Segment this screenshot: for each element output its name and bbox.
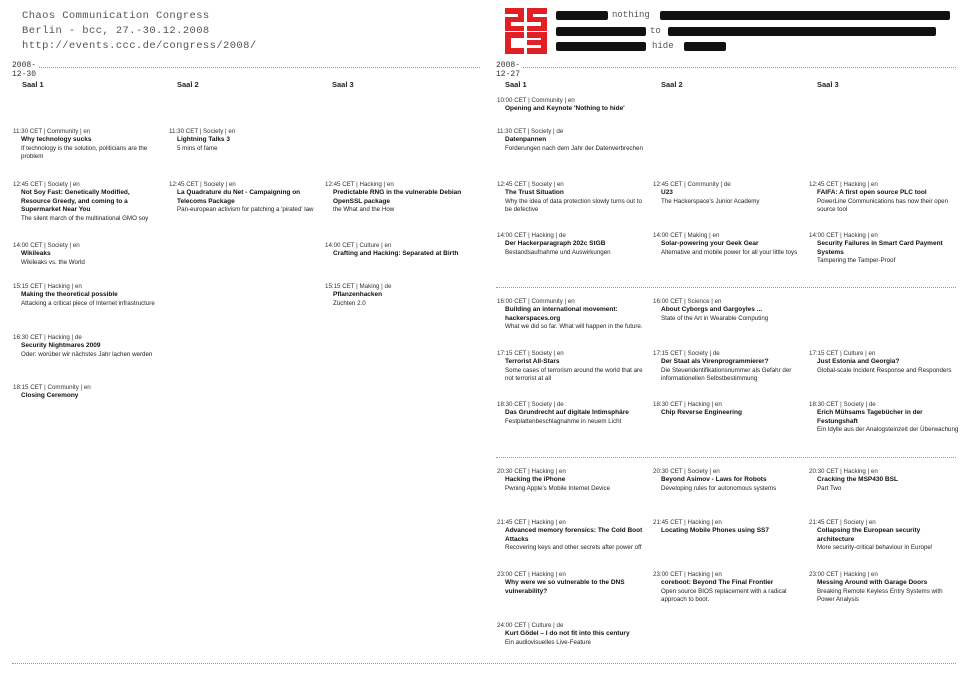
- talk-meta: 24:00 CET | Culture | de: [497, 622, 564, 629]
- talk-subtitle: Attacking a critical piece of Internet infrastructure: [21, 299, 155, 307]
- talk-entry[interactable]: [809, 232, 957, 265]
- talk-title: Datenpannen: [505, 136, 547, 143]
- talk-subtitle: Open source BIOS replacement with a radical approach to boot.: [661, 587, 787, 603]
- talk-meta: 21:45 CET | Hacking | en: [653, 519, 722, 526]
- talk-meta: 18:30 CET | Society | de: [497, 401, 564, 408]
- talk-entry[interactable]: [13, 181, 161, 223]
- talk-title: Das Grundrecht auf digitale Intimsphäre: [505, 409, 629, 416]
- talk-title: Cracking the MSP430 BSL: [817, 476, 898, 483]
- talk-meta: 21:45 CET | Hacking | en: [497, 519, 566, 526]
- talk-meta: 21:45 CET | Society | en: [809, 519, 876, 526]
- talk-meta: 23:00 CET | Hacking | en: [497, 571, 566, 578]
- redaction-bar: [684, 42, 726, 51]
- 25c3-logo-icon: [505, 8, 547, 54]
- talk-meta: 16:30 CET | Hacking | de: [13, 334, 82, 341]
- talk-meta: 15:15 CET | Hacking | en: [13, 283, 82, 290]
- talk-entry[interactable]: [653, 571, 801, 604]
- talk-entry[interactable]: [653, 350, 801, 383]
- talk-title: Der Hackerparagraph 202c StGB: [505, 240, 606, 247]
- talk-title: Hacking the iPhone: [505, 476, 566, 483]
- talk-entry[interactable]: [497, 519, 645, 552]
- talk-subtitle: Pwning Apple's Mobile Internet Device: [505, 484, 611, 492]
- day1-room-1: Saal 1: [22, 80, 44, 89]
- talk-entry[interactable]: [497, 298, 645, 331]
- talk-title: The Trust Situation: [505, 189, 564, 196]
- talk-meta: 15:15 CET | Making | de: [325, 283, 392, 290]
- talk-subtitle: If technology is the solution, politicians are the problem: [21, 144, 148, 160]
- talk-title: La Quadrature du Net - Campaigning on Telecoms Package: [177, 189, 301, 205]
- talk-title: FAIFA: A first open source PLC tool: [817, 189, 927, 196]
- talk-entry[interactable]: [497, 571, 645, 596]
- talk-title: coreboot: Beyond The Final Frontier: [661, 579, 774, 586]
- talk-subtitle: The Hackerspace's Junior Academy: [661, 197, 760, 205]
- talk-meta: 17:15 CET | Culture | en: [809, 350, 876, 357]
- talk-title: Crafting and Hacking: Separated at Birth: [333, 250, 459, 257]
- talk-meta: 10:00 CET | Community | en: [497, 97, 575, 104]
- talk-title: Solar-powering your Geek Gear: [661, 240, 759, 247]
- talk-meta: 16:00 CET | Science | en: [653, 298, 722, 305]
- talk-entry[interactable]: [13, 242, 161, 267]
- talk-meta: 11:30 CET | Society | de: [497, 128, 564, 135]
- talk-entry[interactable]: [497, 468, 645, 493]
- talk-entry[interactable]: [653, 298, 801, 323]
- talk-subtitle: What we did so far. What will happen in the future.: [505, 323, 643, 330]
- talk-entry[interactable]: [325, 181, 473, 214]
- talk-meta: 14:00 CET | Making | en: [653, 232, 720, 239]
- talk-subtitle: Festplattenbeschlagnahme in neuem Licht: [505, 417, 622, 425]
- talk-subtitle: PowerLine Communications has now their open source tool: [817, 197, 949, 213]
- talk-subtitle: Developing rules for autonomous systems: [661, 484, 777, 492]
- day2-room-2: Saal 2: [661, 80, 683, 89]
- talk-subtitle: Why the idea of data protection slowly turns out to be defective: [505, 197, 642, 213]
- talk-entry[interactable]: [497, 401, 645, 426]
- page-footer-divider: [12, 663, 956, 664]
- day2-room-3: Saal 3: [817, 80, 839, 89]
- talk-subtitle: The silent march of the multinational GMO soy: [21, 214, 149, 222]
- talk-title: Der Staat als Virenprogrammierer?: [661, 358, 769, 365]
- talk-title: Security Failures in Smart Card Payment Systems: [817, 240, 943, 256]
- redaction-bar: [556, 42, 646, 51]
- congress-title: Chaos Communication Congress: [22, 10, 210, 22]
- talk-title: Opening and Keynote 'Nothing to hide': [505, 105, 625, 112]
- talk-title: Locating Mobile Phones using SS7: [661, 527, 769, 534]
- talk-meta: 12:45 CET | Community | de: [653, 181, 731, 188]
- talk-entry[interactable]: [13, 128, 161, 161]
- talk-entry[interactable]: [809, 571, 957, 604]
- talk-title: Advanced memory forensics: The Cold Boot Attacks: [505, 527, 643, 543]
- redaction-bar: [660, 11, 950, 20]
- talk-subtitle: Wikileaks vs. the World: [21, 258, 85, 266]
- talk-entry[interactable]: [653, 181, 801, 206]
- talk-entry[interactable]: [13, 384, 161, 401]
- talk-subtitle: 5 mins of fame: [177, 144, 218, 152]
- talk-title: Erich Mühsams Tagebücher in der Festungshaft: [817, 409, 923, 425]
- redaction-bar: [556, 11, 608, 20]
- talk-meta: 14:00 CET | Society | en: [13, 242, 80, 249]
- talk-meta: 17:15 CET | Society | de: [653, 350, 720, 357]
- talk-meta: 12:45 CET | Society | en: [13, 181, 80, 188]
- talk-title: Beyond Asimov - Laws for Robots: [661, 476, 767, 483]
- talk-subtitle: Alternative and mobile power for all your little toys: [661, 248, 798, 256]
- talk-meta: 17:15 CET | Society | en: [497, 350, 564, 357]
- talk-entry[interactable]: [809, 181, 957, 214]
- talk-entry[interactable]: [497, 97, 697, 114]
- talk-entry[interactable]: [653, 519, 801, 536]
- talk-subtitle: Die Steueridentifikationsnummer als Gefahr der informationellen Selbstbestimmung: [661, 366, 792, 382]
- talk-meta: 14:00 CET | Culture | en: [325, 242, 392, 249]
- day1-divider: [12, 67, 480, 68]
- talk-title: Just Estonia and Georgia?: [817, 358, 900, 365]
- talk-title: Pflanzenhacken: [333, 291, 383, 298]
- talk-meta: 20:30 CET | Hacking | en: [497, 468, 566, 475]
- redaction-bar: [668, 27, 936, 36]
- talk-subtitle: Recovering keys and other secrets after power off: [505, 544, 642, 551]
- talk-title: Why were we so vulnerable to the DNS vulnerability?: [505, 579, 625, 595]
- talk-subtitle: Tampering the Tamper-Proof: [817, 257, 896, 264]
- talk-title: Collapsing the European security architecture: [817, 527, 921, 543]
- talk-subtitle: Forderungen nach dem Jahr der Datenverbrechen: [505, 144, 643, 152]
- talk-subtitle: Ein Idylle aus der Analogsteinzeit der Überwachung: [817, 426, 959, 433]
- talk-entry[interactable]: [497, 350, 645, 383]
- talk-meta: 23:00 CET | Hacking | en: [809, 571, 878, 578]
- talk-entry[interactable]: [653, 401, 801, 418]
- talk-entry[interactable]: [809, 401, 961, 434]
- talk-meta: 18:30 CET | Hacking | en: [653, 401, 722, 408]
- talk-entry[interactable]: [497, 622, 645, 647]
- talk-meta: 18:30 CET | Society | de: [809, 401, 876, 408]
- talk-title: Closing Ceremony: [21, 392, 79, 399]
- talk-meta: 12:45 CET | Society | en: [497, 181, 564, 188]
- talk-meta: 23:00 CET | Hacking | en: [653, 571, 722, 578]
- talk-title: Chip Reverse Engineering: [661, 409, 742, 416]
- talk-meta: 16:00 CET | Community | en: [497, 298, 575, 305]
- talk-title: Why technology sucks: [21, 136, 92, 143]
- talk-entry[interactable]: [497, 232, 645, 257]
- talk-subtitle: Pan-european activism for patching a 'pirated' law: [177, 206, 314, 213]
- talk-entry[interactable]: [809, 350, 957, 375]
- congress-location: Berlin - bcc, 27.-30.12.2008: [22, 25, 210, 37]
- talk-entry[interactable]: [13, 334, 161, 359]
- talk-title: Wikileaks: [21, 250, 51, 257]
- talk-subtitle: Some cases of terrorism around the world that are not terrorist at all: [505, 366, 643, 382]
- talk-subtitle: Global-scale Incident Response and Responders: [817, 366, 952, 374]
- day1-date: 2008-12-30: [12, 61, 37, 79]
- talk-entry[interactable]: [497, 181, 645, 214]
- day2-date: 2008-12-27: [496, 61, 521, 79]
- banner-word-to: to: [650, 26, 661, 36]
- talk-title: Lightning Talks 3: [177, 136, 230, 143]
- talk-meta: 14:00 CET | Hacking | en: [809, 232, 878, 239]
- talk-title: Predictable RNG in the vulnerable Debian OpenSSL package: [333, 189, 462, 205]
- talk-meta: 20:30 CET | Society | en: [653, 468, 720, 475]
- talk-title: Messing Around with Garage Doors: [817, 579, 928, 586]
- talk-meta: 12:45 CET | Society | en: [169, 181, 236, 188]
- talk-entry[interactable]: [169, 128, 317, 153]
- banner-word-hide: hide: [652, 41, 674, 51]
- day1-room-2: Saal 2: [177, 80, 199, 89]
- day2-section-divider: [496, 287, 956, 288]
- talk-title: Building an international movement: hackerspaces.org: [505, 306, 618, 322]
- talk-entry[interactable]: [653, 232, 801, 257]
- talk-entry[interactable]: [653, 468, 801, 493]
- talk-entry[interactable]: [809, 519, 957, 552]
- talk-entry[interactable]: [169, 181, 317, 214]
- talk-meta: 14:00 CET | Hacking | de: [497, 232, 566, 239]
- talk-meta: 11:30 CET | Society | en: [169, 128, 236, 135]
- talk-subtitle: Breaking Remote Keyless Entry Systems with Power Analysis: [817, 587, 943, 603]
- day2-divider: [496, 67, 956, 68]
- talk-meta: 20:30 CET | Hacking | en: [809, 468, 878, 475]
- banner-word-nothing: nothing: [612, 10, 650, 20]
- talk-meta: 18:15 CET | Community | en: [13, 384, 91, 391]
- redaction-bar: [556, 27, 646, 36]
- talk-subtitle: Oder: worüber wir nächstes Jahr lachen werden: [21, 350, 153, 358]
- talk-entry[interactable]: [325, 283, 473, 308]
- talk-subtitle: the What and the How: [333, 206, 395, 213]
- talk-subtitle: Ein audiovisuelles Live-Feature: [505, 638, 591, 646]
- talk-title: Making the theoretical possible: [21, 291, 118, 298]
- talk-entry[interactable]: [497, 128, 697, 153]
- talk-entry[interactable]: [809, 468, 957, 493]
- talk-title: About Cyborgs and Gargoyles ...: [661, 306, 763, 313]
- talk-meta: 12:45 CET | Hacking | en: [809, 181, 878, 188]
- talk-title: Kurt Gödel – I do not fit into this century: [505, 630, 630, 637]
- day2-section-divider: [496, 457, 956, 458]
- talk-title: Terrorist All-Stars: [505, 358, 560, 365]
- talk-subtitle: Bestandsaufnahme und Auswirkungen: [505, 248, 611, 256]
- talk-entry[interactable]: [13, 283, 161, 308]
- talk-meta: 12:45 CET | Hacking | en: [325, 181, 394, 188]
- talk-meta: 11:30 CET | Community | en: [13, 128, 91, 135]
- talk-subtitle: State of the Art in Wearable Computing: [661, 314, 769, 322]
- talk-title: Security Nightmares 2009: [21, 342, 101, 349]
- day1-room-3: Saal 3: [332, 80, 354, 89]
- day2-room-1: Saal 1: [505, 80, 527, 89]
- talk-entry[interactable]: [325, 242, 473, 259]
- talk-subtitle: Züchten 2.0: [333, 299, 366, 307]
- talk-title: Not Soy Fast: Genetically Modified, Resource Greedy, and coming to a Supermarket Near You: [21, 189, 130, 213]
- talk-subtitle: More security-critical behaviour in Europe!: [817, 544, 933, 551]
- congress-url[interactable]: http://events.ccc.de/congress/2008/: [22, 40, 257, 52]
- talk-subtitle: Part Two: [817, 484, 842, 492]
- talk-title: U23: [661, 189, 673, 196]
